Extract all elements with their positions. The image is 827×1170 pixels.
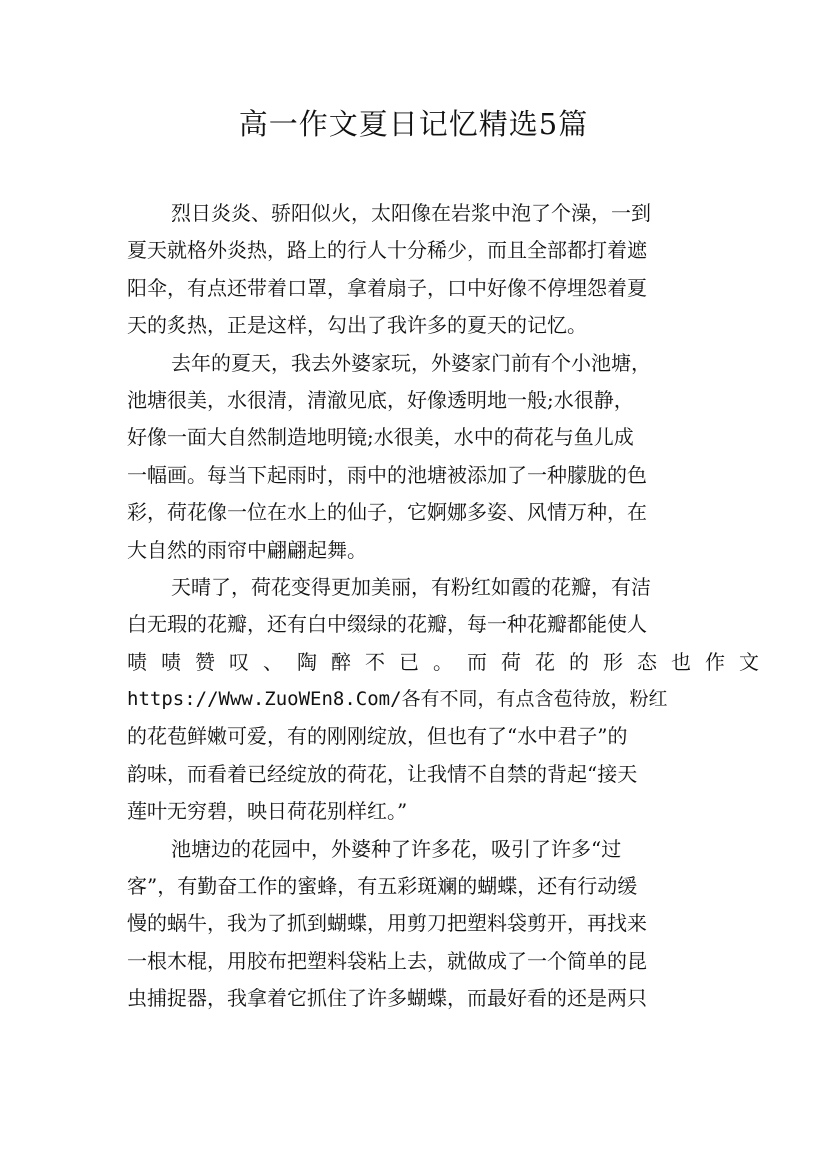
text-line: 去年的夏天，我去外婆家玩，外婆家门前有个小池塘，: [171, 350, 651, 375]
text-line: 大自然的雨帘中翩翩起舞。: [127, 537, 367, 562]
text-line: 韵味，而看着已经绽放的荷花，让我情不自禁的背起“接天: [127, 761, 638, 786]
text-line: 夏天就格外炎热，路上的行人十分稀少，而且全部都打着遮: [127, 238, 647, 263]
text-line: 彩，荷花像一位在水上的仙子，它婀娜多姿、风情万种，在: [127, 500, 647, 525]
document-body: [127, 195, 773, 1018]
text-line: 慢的蜗牛，我为了抓到蝴蝶，用剪刀把塑料袋剪开，再找来: [127, 911, 647, 936]
text-line: 天晴了，荷花变得更加美丽，有粉红如霞的花瓣，有洁: [171, 574, 651, 599]
text-line: 莲叶无穷碧，映日荷花别样红。”: [127, 799, 408, 824]
text-line: 池塘边的花园中，外婆种了许多花，吸引了许多“过: [171, 836, 622, 861]
text-line: 天的炙热，正是这样，勾出了我许多的夏天的记忆。: [127, 313, 587, 338]
text-line: 客”，有勤奋工作的蜜蜂，有五彩斑斓的蝴蝶，还有行动缓: [127, 874, 638, 899]
document-title: 高一作文夏日记忆精选5篇: [238, 107, 589, 141]
text-line: 烈日炎炎、骄阳似火，太阳像在岩浆中泡了个澡，一到: [171, 201, 651, 225]
text-line: https://Www.ZuoWEn8.Com/各有不同，有点含苞待放，粉红: [127, 688, 668, 711]
text-line: 虫捕捉器，我拿着它抓住了许多蝴蝶，而最好看的还是两只: [127, 986, 647, 1011]
text-line: 一幅画。每当下起雨时，雨中的池塘被添加了一种朦胧的色: [127, 462, 647, 487]
text-line: 好像一面大自然制造地明镜;水很美，水中的荷花与鱼儿成: [127, 425, 634, 450]
text-line: 一根木棍，用胶布把塑料袋粘上去，就做成了一个简单的昆: [127, 948, 647, 973]
text-line: 阳伞，有点还带着口罩，拿着扇子，口中好像不停埋怨着夏: [127, 275, 647, 300]
text-line: 白无瑕的花瓣，还有白中缀绿的花瓣，每一种花瓣都能使人: [127, 612, 647, 637]
text-line: 啧啧赞叹、陶醉不已。而荷花的形态也作文: [127, 649, 773, 674]
text-line: 的花苞鲜嫩可爱，有的刚刚绽放，但也有了“水中君子”的: [127, 724, 628, 749]
text-line: 池塘很美，水很清，清澈见底，好像透明地一般;水很静，: [127, 387, 634, 412]
